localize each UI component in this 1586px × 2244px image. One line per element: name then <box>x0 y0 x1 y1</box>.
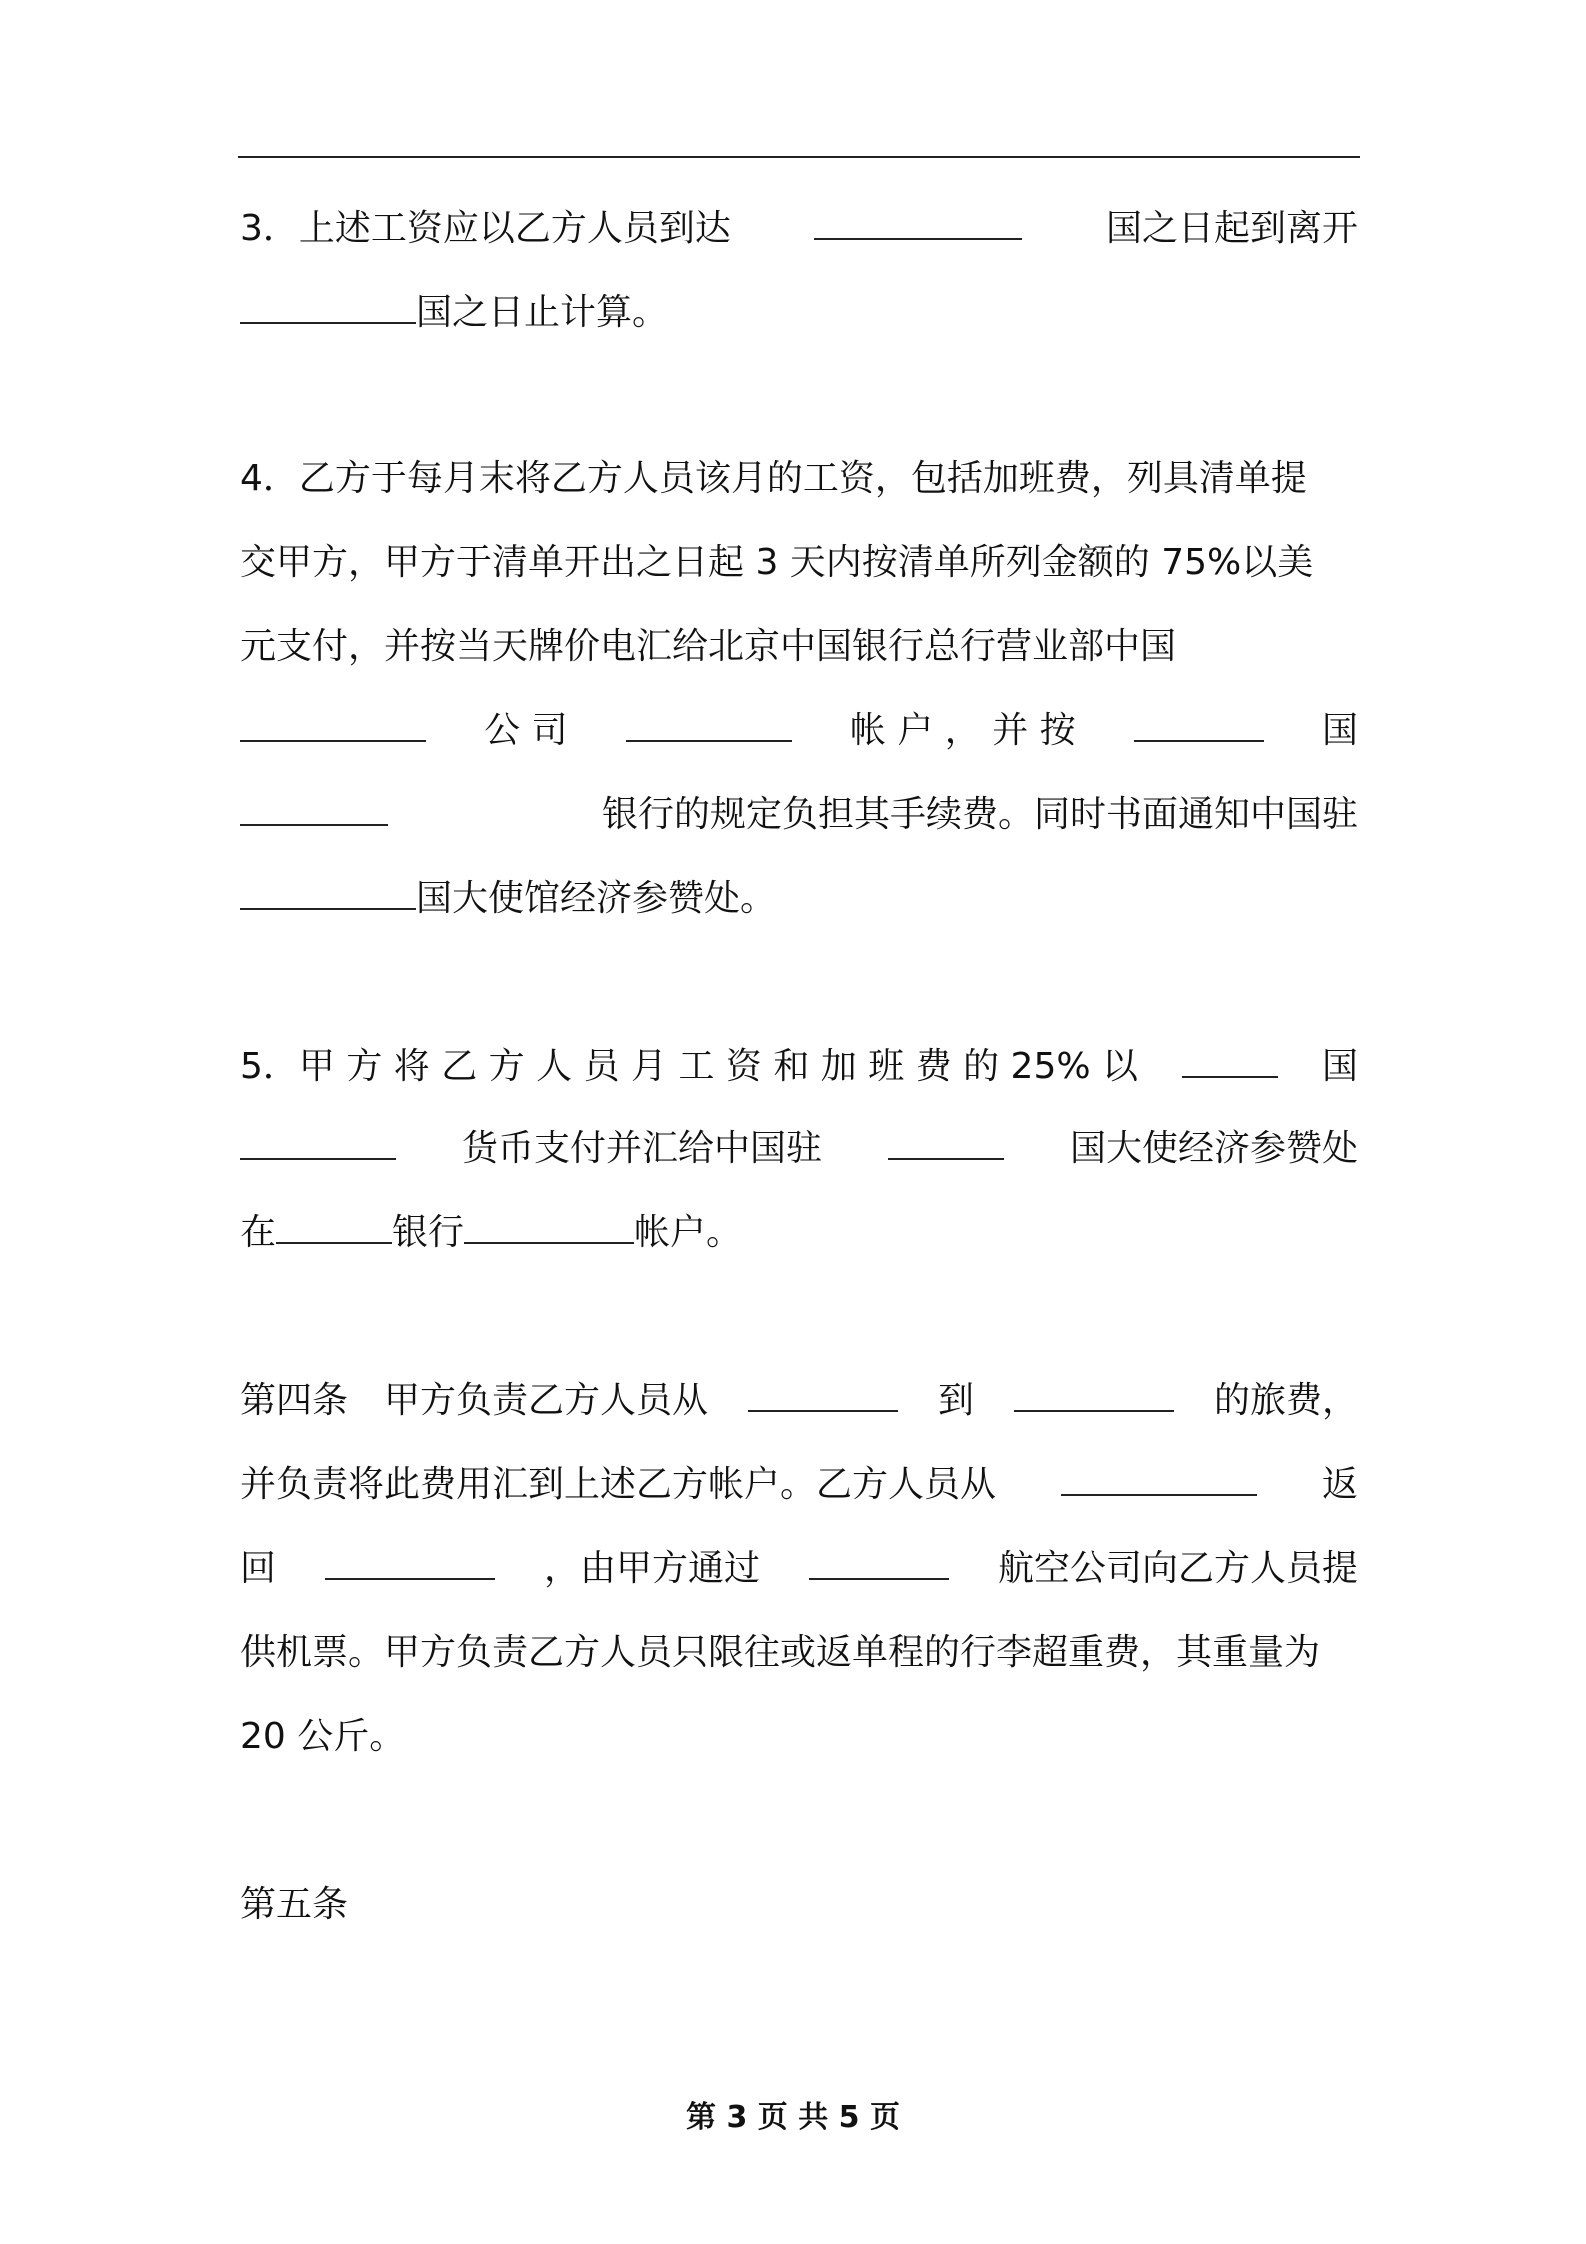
text: 返 <box>1321 1464 1358 1505</box>
blank-field[interactable] <box>1061 1464 1257 1496</box>
text: 国之日起到离开 <box>1105 208 1358 249</box>
article4-line4: 供机票。甲方负责乙方人员只限往或返单程的行李超重费，其重量为 <box>240 1632 1321 1673</box>
text: 在 <box>240 1212 277 1253</box>
blank-field[interactable] <box>240 710 426 742</box>
para5-line1 <box>240 1042 1358 1092</box>
blank-field[interactable] <box>276 1212 392 1244</box>
text: 国大使经济参赞处 <box>1069 1128 1358 1169</box>
text: 帐户。 <box>634 1212 743 1253</box>
para3-line2 <box>240 288 1358 338</box>
para4-line2: 交甲方，甲方于清单开出之日起 3 天内按清单所列金额的 75%以美 <box>240 542 1314 583</box>
blank-field[interactable] <box>464 1212 634 1244</box>
blank-field[interactable] <box>1182 1046 1278 1078</box>
para4-line4 <box>240 706 1358 756</box>
text: 国之日止计算。 <box>416 292 669 333</box>
blank-field[interactable] <box>240 794 388 826</box>
text: 公 司 <box>484 710 568 751</box>
blank-field[interactable] <box>809 1548 949 1580</box>
article4-line3 <box>240 1544 1358 1594</box>
article4-line5: 20 公斤。 <box>240 1716 406 1757</box>
blank-field[interactable] <box>888 1128 1004 1160</box>
article4-line2 <box>240 1460 1358 1510</box>
text: 航空公司向乙方人员提 <box>997 1548 1358 1589</box>
header-rule <box>238 156 1360 158</box>
blank-field[interactable] <box>240 878 416 910</box>
text: 5．甲 方 将 乙 方 人 员 月 工 资 和 加 班 费 的 25% 以 <box>240 1046 1139 1087</box>
blank-field[interactable] <box>325 1548 495 1580</box>
text: 国 <box>1321 1046 1358 1087</box>
para4-line5 <box>240 790 1358 840</box>
article5-heading: 第五条 <box>240 1884 349 1925</box>
blank-field[interactable] <box>814 208 1022 240</box>
text: 3．上述工资应以乙方人员到达 <box>240 208 731 249</box>
para4-line3: 元支付，并按当天牌价电汇给北京中国银行总行营业部中国 <box>240 626 1177 667</box>
text: 并负责将此费用汇到上述乙方帐户。乙方人员从 <box>240 1464 997 1505</box>
para5-line2 <box>240 1124 1358 1174</box>
blank-field[interactable] <box>748 1380 898 1412</box>
page-number: 第 3 页 共 5 页 <box>686 2100 900 2135</box>
para4-line1: 4．乙方于每月末将乙方人员该月的工资，包括加班费，列具清单提 <box>240 458 1307 499</box>
text: 帐 户 ， 并 按 <box>849 710 1076 751</box>
text: 的旅费， <box>1213 1380 1358 1421</box>
text: 到 <box>937 1380 974 1421</box>
text: 货币支付并汇给中国驻 <box>461 1128 822 1169</box>
blank-field[interactable] <box>1014 1380 1174 1412</box>
blank-field[interactable] <box>1134 710 1264 742</box>
text: 国 <box>1321 710 1358 751</box>
blank-field[interactable] <box>240 1128 396 1160</box>
para4-line6 <box>240 874 1358 924</box>
text: 国大使馆经济参赞处。 <box>416 878 777 919</box>
text: 银行 <box>392 1212 465 1253</box>
article4-line1 <box>240 1376 1358 1426</box>
text: 回 <box>240 1548 277 1589</box>
para3-line1 <box>240 204 1358 254</box>
blank-field[interactable] <box>626 710 792 742</box>
blank-field[interactable] <box>240 292 416 324</box>
para5-line3 <box>240 1208 1358 1258</box>
text: 第四条 甲方负责乙方人员从 <box>240 1380 709 1421</box>
text: ，由甲方通过 <box>543 1548 760 1589</box>
text: 银行的规定负担其手续费。同时书面通知中国驻 <box>601 794 1358 835</box>
